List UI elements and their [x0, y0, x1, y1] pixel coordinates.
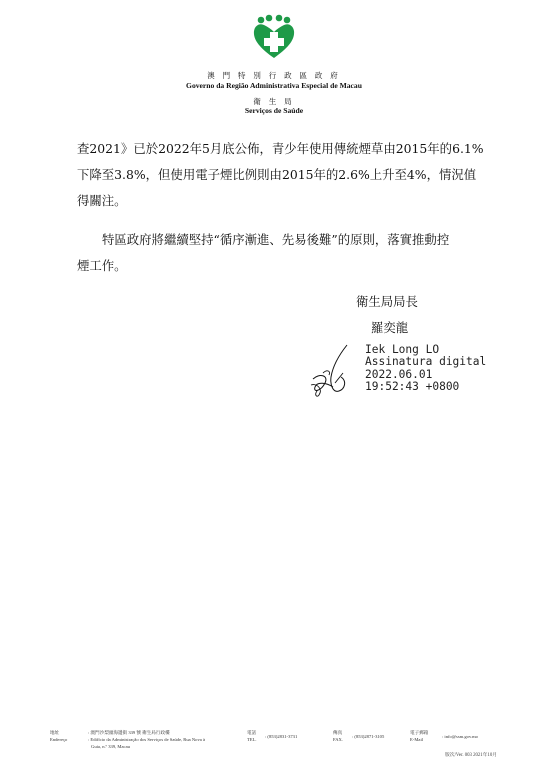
- email-label-pt: E-Mail: [410, 737, 424, 742]
- version-note: 版次/Ver. 003 2021年10月: [445, 753, 498, 758]
- address-pt-line-2: Guia, n.º 339, Macau: [91, 744, 130, 749]
- email-label-cn: 電子郵箱: [410, 730, 429, 735]
- email-address: : info@ssm.gov.mo: [442, 734, 478, 739]
- address-pt-line-1: : Edifício da Administração dos Serviços de Saúde, Rua Nova à: [88, 737, 205, 742]
- paragraph-2: [77, 227, 487, 279]
- paragraph-2-line-1: 特區政府將繼續堅持“循序漸進、先易後難”的原則，落實推動控: [102, 232, 450, 247]
- paragraph-2-line-2: 煙工作。: [77, 258, 127, 273]
- health-bureau-logo: [252, 14, 296, 60]
- digital-signature-block: [365, 344, 486, 393]
- tel-label-pt: TEL.: [247, 737, 257, 742]
- paragraph-1: [77, 136, 487, 214]
- digital-signature-time: 19:52:43 +0800: [365, 379, 460, 393]
- digital-signature-name: Iek Long LO: [365, 343, 440, 356]
- handwritten-signature: [309, 343, 357, 399]
- fax-label-cn: 傳真: [333, 730, 343, 735]
- dept-name-chinese: 衛 生 局: [253, 97, 295, 106]
- org-name-portuguese: Governo da Região Administrativa Especial de Macau: [186, 81, 362, 90]
- signatory-title: 衛生局局長: [356, 294, 418, 309]
- paragraph-1-line-3: 得關注。: [77, 193, 127, 208]
- signatory-name: 羅奕龍: [371, 320, 409, 335]
- org-name-chinese: 澳 門 特 別 行 政 區 政 府: [207, 71, 341, 80]
- dept-name-portuguese: Serviços de Saúde: [244, 106, 304, 115]
- fax-label-pt: FAX.: [333, 737, 343, 742]
- address-label-pt: Endereço: [50, 737, 68, 742]
- address-label-cn: 地址: [50, 730, 60, 735]
- fax-number: : (853)2871-3105: [352, 734, 385, 739]
- digital-signature-label: Assinatura digital: [365, 355, 487, 369]
- tel-number: : (853)2831-3731: [265, 734, 298, 739]
- paragraph-1-line-2: 下降至3.8%，但使用電子煙比例則由2015年的2.6%上升至4%，情況值: [77, 167, 477, 182]
- paragraph-1-line-1: 查2021》已於2022年5月底公佈，青少年使用傳統煙草由2015年的6.1%: [77, 141, 484, 156]
- tel-label-cn: 電話: [247, 730, 257, 735]
- address-cn: : 澳門沙梨頭海邊街 339 號 衛生局行政樓: [88, 730, 170, 735]
- digital-signature-date: 2022.06.01: [365, 367, 433, 381]
- page-footer: [0, 727, 548, 767]
